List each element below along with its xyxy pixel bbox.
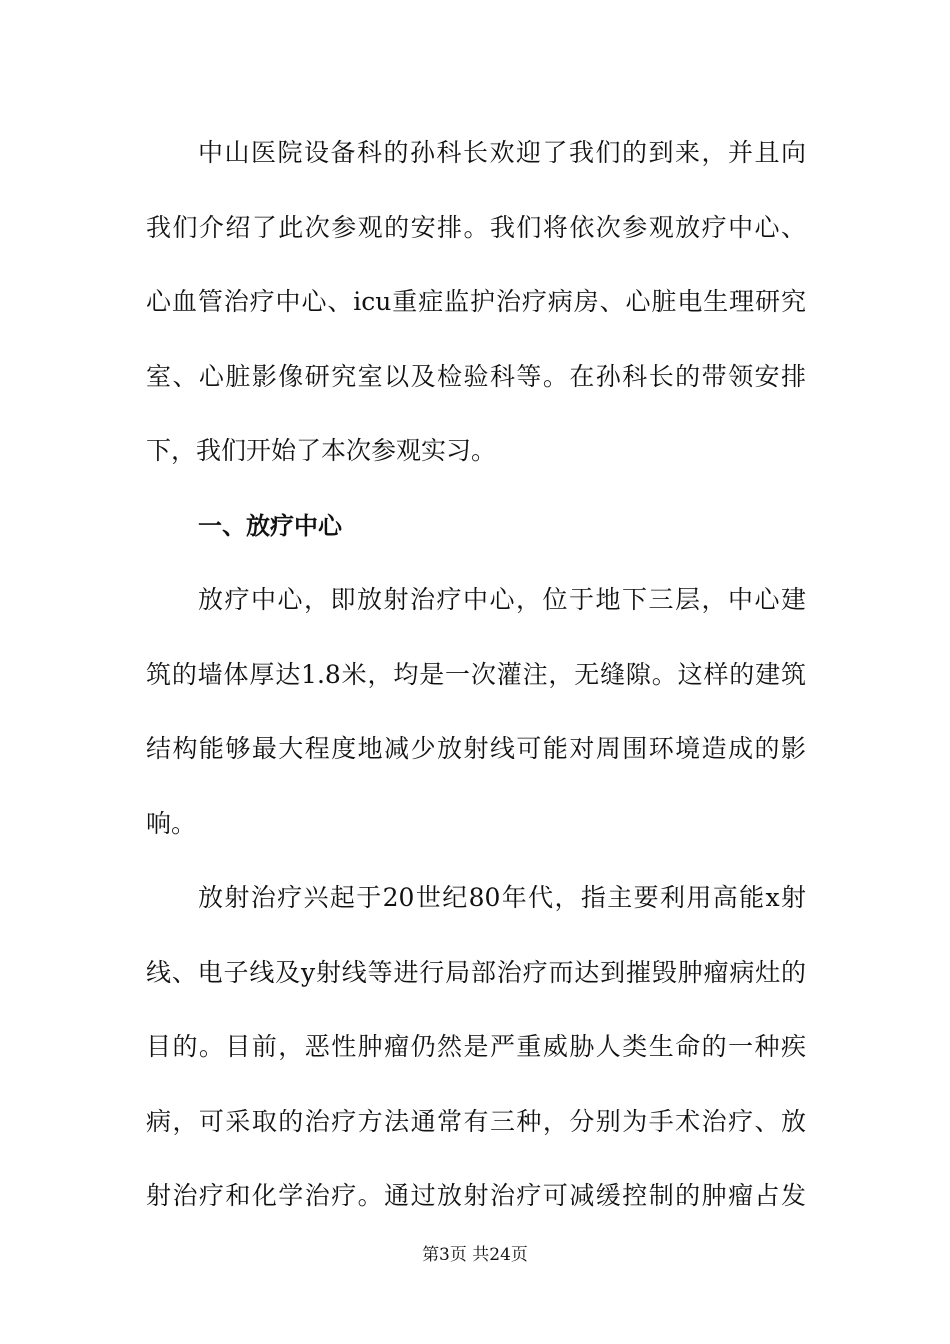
paragraph-line: 放射治疗兴起于20世纪80年代，指主要利用高能x射 [198, 883, 806, 912]
paragraph-line: 放疗中心，即放射治疗中心，位于地下三层，中心建 [198, 585, 806, 614]
paragraph-line: 线、电子线及y射线等进行局部治疗而达到摧毁肿瘤病灶的 [146, 957, 806, 987]
paragraph-line: 心血管治疗中心、icu重症监护治疗病房、心脏电生理研究 [146, 287, 806, 316]
page-number-footer: 第3页 共24页 [422, 1245, 528, 1265]
paragraph-line: 射治疗和化学治疗。通过放射治疗可减缓控制的肿瘤占发 [146, 1181, 806, 1210]
section-heading: 一、放疗中心 [198, 511, 342, 540]
paragraph-line: 结构能够最大程度地减少放射线可能对周围环境造成的影 [146, 734, 806, 763]
paragraph-line: 下，我们开始了本次参观实习。 [146, 436, 497, 465]
document-body [146, 128, 806, 1246]
paragraph-line: 筑的墙体厚达1.8米，均是一次灌注，无缝隙。这样的建筑 [146, 659, 806, 689]
paragraph-line: 我们介绍了此次参观的安排。我们将依次参观放疗中心、 [146, 212, 806, 242]
paragraph-line: 室、心脏影像研究室以及检验科等。在孙科长的带领安排 [146, 361, 806, 391]
paragraph-line: 目的。目前，恶性肿瘤仍然是严重威胁人类生命的一种疾 [146, 1032, 806, 1061]
paragraph-line: 中山医院设备科的孙科长欢迎了我们的到来，并且向 [198, 138, 806, 167]
paragraph-line: 响。 [146, 808, 197, 838]
paragraph-line: 病，可采取的治疗方法通常有三种，分别为手术治疗、放 [146, 1106, 806, 1136]
